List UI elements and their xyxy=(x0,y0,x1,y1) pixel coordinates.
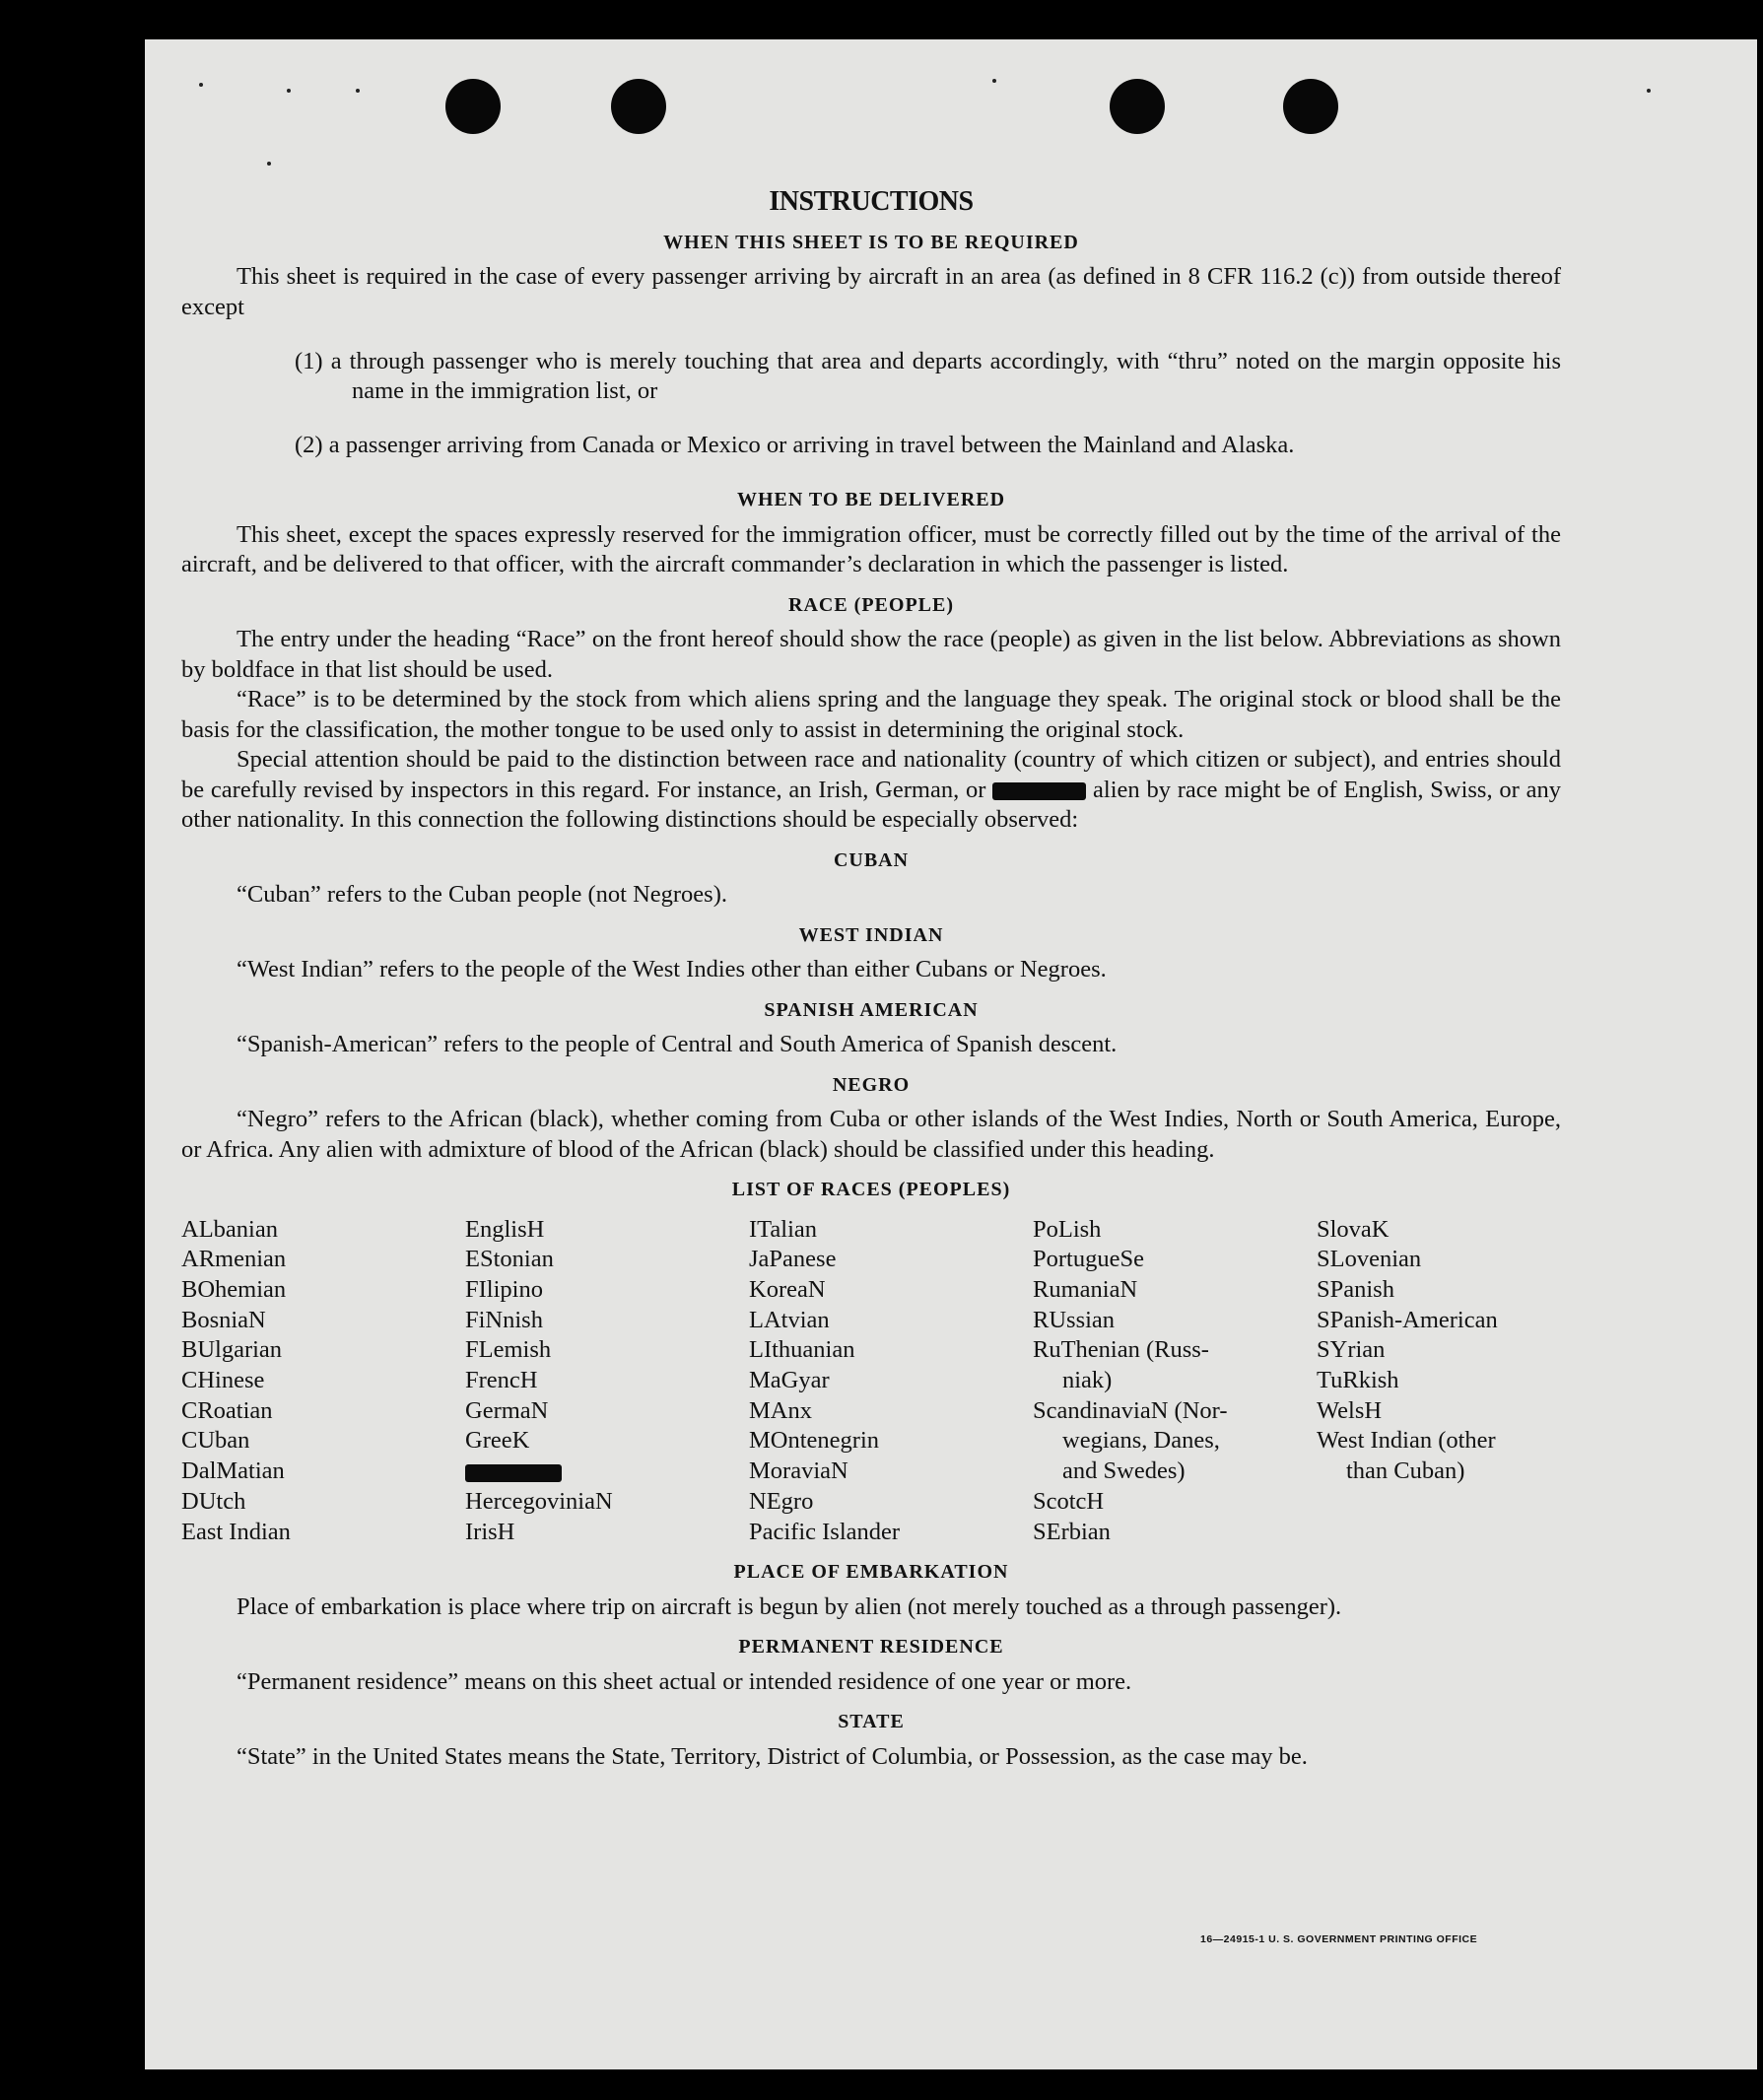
speck xyxy=(199,83,203,87)
negro-text: “Negro” refers to the African (black), whether coming from Cuba or other islands of the West Indies, North or South America, Europe, or Africa. Any alien with admixture of blood of the African (black) should be classified under this heading. xyxy=(181,1106,1561,1163)
heading-embarkation: PLACE OF EMBARKATION xyxy=(733,1561,1009,1584)
cuban-text: “Cuban” refers to the Cuban people (not Negroes). xyxy=(237,881,727,908)
page-title: INSTRUCTIONS xyxy=(769,186,974,217)
race-item: TuRkish xyxy=(1317,1367,1399,1394)
speck xyxy=(992,79,996,83)
race-item: EnglisH xyxy=(465,1215,545,1243)
delivered-text: This sheet, except the spaces expressly reserved for the immigration officer, must be correctly filled out by the time of the arrival of the aircraft, and be delivered to that officer, with the aircraft commander’s declaration in which the passenger is listed. xyxy=(181,520,1561,577)
heading-list-of-races: LIST OF RACES (PEOPLES) xyxy=(731,1179,1011,1200)
required-item-2: (2) a passenger arriving from Canada or Mexico or arriving in travel between the Mainland and Alaska. xyxy=(295,432,1295,458)
race-paragraph-2: “Race” is to be determined by the stock from which aliens spring and the language they speak. The original stock or blood shall be the basis for the classification, the mother tongue to be used only to assist in determining the original stock. xyxy=(181,686,1561,743)
race-item-continued: niak) xyxy=(1062,1367,1113,1394)
race-item: BUlgarian xyxy=(181,1336,283,1364)
redaction xyxy=(992,782,1086,800)
race-item: MoraviaN xyxy=(749,1457,848,1485)
required-item-1: (1) a through passenger who is merely touching that area and departs accordingly, with “thru” noted on the margin opposite his name in the immigration list, or xyxy=(295,347,1561,404)
race-item: West Indian (other xyxy=(1317,1427,1496,1455)
heading-delivered: WHEN TO BE DELIVERED xyxy=(736,489,1006,510)
race-item: DUtch xyxy=(181,1487,246,1515)
race-item: JaPanese xyxy=(749,1246,837,1273)
race-item: SErbian xyxy=(1033,1518,1111,1545)
residence-text: “Permanent residence” means on this sheet actual or intended residence of one year or more. xyxy=(237,1667,1132,1695)
race-item: RumaniaN xyxy=(1033,1275,1138,1303)
race-item: ScotcH xyxy=(1033,1487,1105,1515)
redaction xyxy=(465,1464,562,1482)
race-item: ScandinaviaN (Nor- xyxy=(1033,1396,1228,1424)
speck xyxy=(287,89,291,93)
race-item: ITalian xyxy=(749,1215,818,1243)
race-item: BOhemian xyxy=(181,1275,287,1303)
race-item: MAnx xyxy=(749,1396,812,1424)
race-item: MaGyar xyxy=(749,1367,830,1394)
instructions-content xyxy=(181,177,1561,1772)
race-item: SPanish xyxy=(1317,1275,1394,1303)
race-item: CRoatian xyxy=(181,1396,273,1424)
race-item: RUssian xyxy=(1033,1306,1116,1333)
race-column xyxy=(749,1215,1033,1548)
embarkation-text: Place of embarkation is place where trip on aircraft is begun by alien (not merely touched as a through passenger). xyxy=(237,1592,1342,1620)
heading-required: WHEN THIS SHEET IS TO BE REQUIRED xyxy=(663,231,1079,253)
race-paragraph-3a: Special attention should be paid to the distinction between race and nationality (country of which citizen or subject), and entries should be carefully revised by inspectors in this regard. For instance, an Irish, German, or xyxy=(181,746,1561,803)
race-item: CUban xyxy=(181,1427,250,1455)
speck xyxy=(1647,89,1651,93)
race-item: SlovaK xyxy=(1317,1215,1390,1243)
race-column xyxy=(181,1215,465,1548)
race-item-continued: than Cuban) xyxy=(1346,1457,1465,1485)
race-item: IrisH xyxy=(465,1518,515,1545)
heading-negro: NEGRO xyxy=(832,1073,911,1096)
punch-hole xyxy=(611,79,666,134)
race-item: EStonian xyxy=(465,1246,554,1273)
race-item: BosniaN xyxy=(181,1306,266,1333)
state-text: “State” in the United States means the State, Territory, District of Columbia, or Possession, as the case may be. xyxy=(237,1742,1308,1770)
race-item: HercegoviniaN xyxy=(465,1487,613,1515)
race-column xyxy=(1033,1215,1317,1548)
printer-imprint: 16—24915-1 U. S. GOVERNMENT PRINTING OFFICE xyxy=(1200,1933,1478,1945)
race-item: WelsH xyxy=(1317,1396,1383,1424)
west-indian-text: “West Indian” refers to the people of the West Indies other than either Cubans or Negroes. xyxy=(237,956,1107,982)
race-item: FiNnish xyxy=(465,1306,543,1333)
race-item: SYrian xyxy=(1317,1336,1386,1364)
heading-race: RACE (PEOPLE) xyxy=(788,593,954,616)
race-item: GreeK xyxy=(465,1427,530,1455)
race-item: ALbanian xyxy=(181,1215,278,1243)
race-item: SLovenian xyxy=(1317,1246,1422,1273)
spanish-american-text: “Spanish-American” refers to the people of Central and South America of Spanish descent. xyxy=(237,1031,1118,1057)
race-item: NEgro xyxy=(749,1487,814,1515)
punch-hole xyxy=(1283,79,1338,134)
race-column xyxy=(1317,1215,1573,1548)
punch-hole xyxy=(1110,79,1165,134)
race-item: DalMatian xyxy=(181,1457,285,1485)
race-item: SPanish-American xyxy=(1317,1306,1498,1333)
race-item-continued: and Swedes) xyxy=(1062,1457,1186,1485)
race-item: CHinese xyxy=(181,1367,265,1394)
heading-state: STATE xyxy=(838,1711,905,1733)
speck xyxy=(356,89,360,93)
race-item: FLemish xyxy=(465,1336,552,1364)
heading-spanish-american: SPANISH AMERICAN xyxy=(764,998,979,1021)
race-item: KoreaN xyxy=(749,1275,826,1303)
race-list xyxy=(181,1215,1561,1548)
required-intro: This sheet is required in the case of every passenger arriving by aircraft in an area (as defined in 8 CFR 116.2 (c)) from outside thereof except xyxy=(181,263,1561,320)
race-item: Pacific Islander xyxy=(749,1518,901,1545)
heading-residence: PERMANENT RESIDENCE xyxy=(738,1636,1004,1659)
punch-hole xyxy=(445,79,501,134)
race-item-redacted xyxy=(465,1456,749,1487)
race-item: RuThenian (Russ- xyxy=(1033,1336,1209,1364)
race-column xyxy=(465,1215,749,1548)
race-item: FIlipino xyxy=(465,1275,543,1303)
race-item: ARmenian xyxy=(181,1246,287,1273)
race-item: LAtvian xyxy=(749,1306,830,1333)
race-item: PortugueSe xyxy=(1033,1246,1144,1273)
race-item: MOntenegrin xyxy=(749,1427,879,1455)
race-paragraph-3 xyxy=(181,745,1561,836)
race-item-continued: wegians, Danes, xyxy=(1062,1427,1220,1455)
heading-west-indian: WEST INDIAN xyxy=(798,923,944,946)
race-paragraph-1: The entry under the heading “Race” on the front hereof should show the race (people) as given in the list below. Abbreviations as shown by boldface in that list should be used. xyxy=(181,626,1561,683)
heading-cuban: CUBAN xyxy=(833,848,910,871)
race-paragraph-3b: alien by race might be of English, Swiss, or any other nationality. In this connection the following distinctions should be especially observed: xyxy=(181,776,1561,833)
race-item: PoLish xyxy=(1033,1215,1102,1243)
race-item: GermaN xyxy=(465,1396,549,1424)
race-item: FrencH xyxy=(465,1367,538,1394)
speck xyxy=(267,162,271,166)
race-item: LIthuanian xyxy=(749,1336,855,1364)
race-item: East Indian xyxy=(181,1518,291,1545)
